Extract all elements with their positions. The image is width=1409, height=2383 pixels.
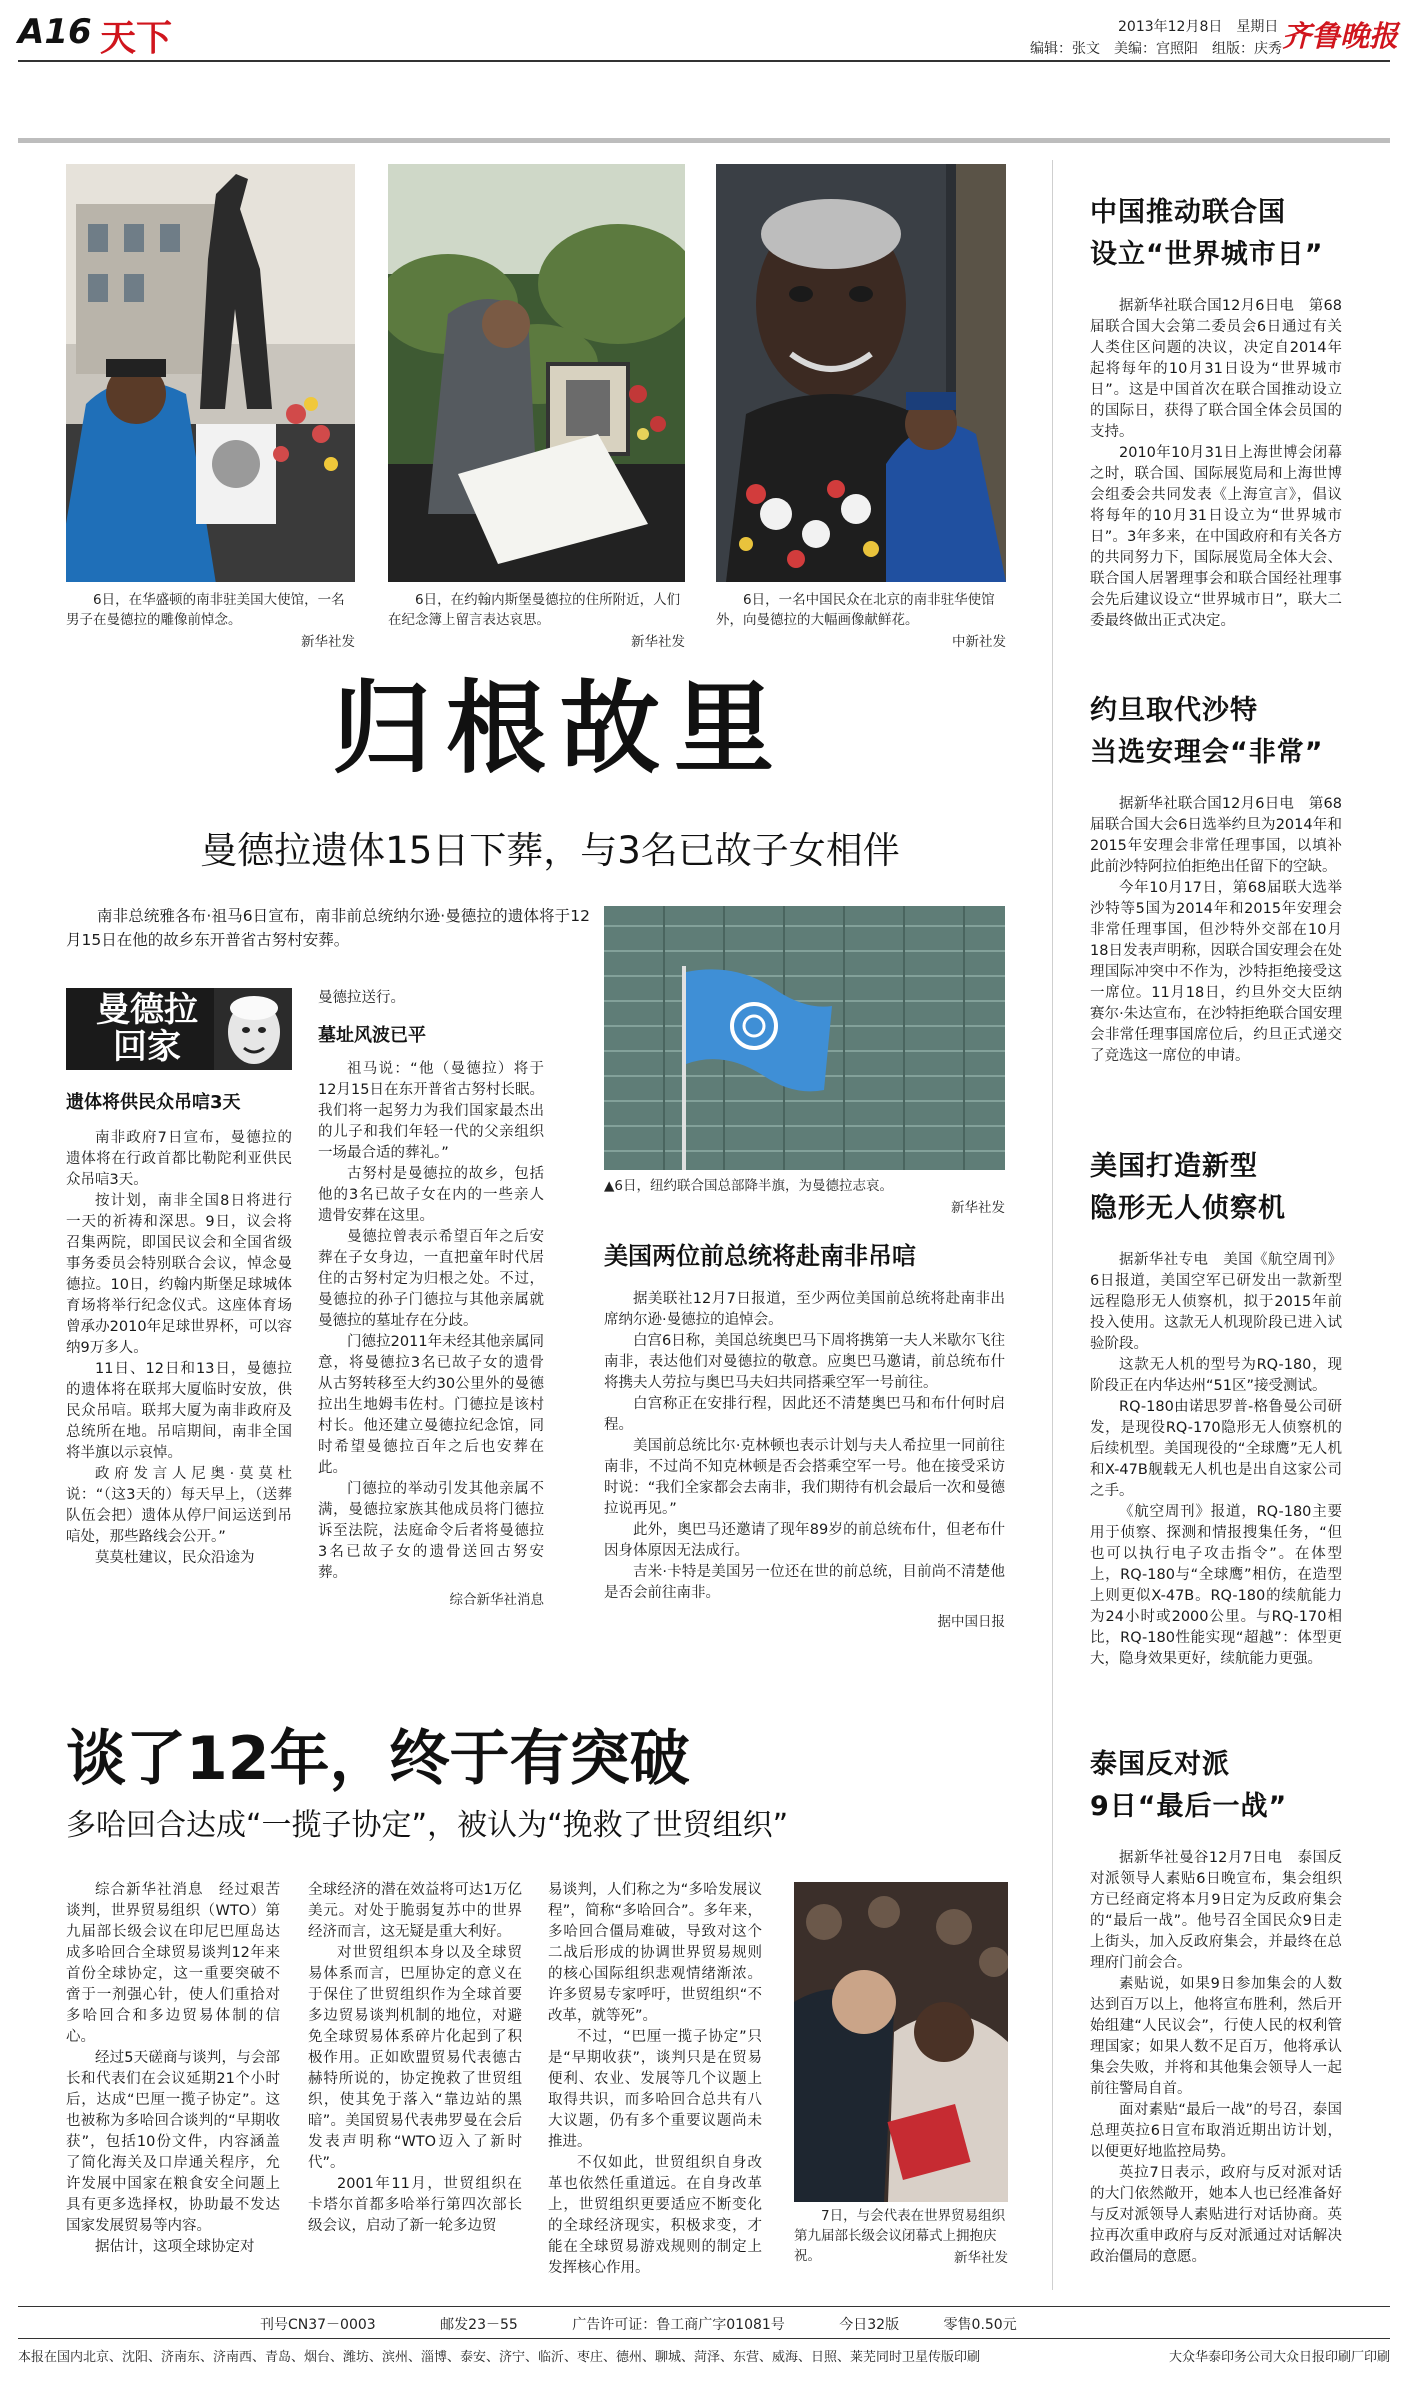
photo-wto-hug: [794, 1882, 1008, 2202]
photo-credit-2: 新华社发: [631, 634, 685, 650]
section-name: 天下: [100, 18, 173, 59]
side-2-title-line2: 当选安理会“非常”: [1090, 737, 1324, 768]
side-1-p2: 2010年10月31日上海世博会闭幕之时，联合国、国际展览局和上海世博会组委会共同发表《上海宣言》，倡议将每年的10月31日设立为“世界城市日”。3年多来，在中国政府和有关各方的共同努力下，国际展览局全体大会、联合国人居署理事会和联合国经社理事会先后建议设立“世界城市日”，联大二委最终做出正式决定。: [1090, 445, 1342, 629]
un-photo-caption: ▲6日，纽约联合国总部降半旗，为曼德拉志哀。: [604, 1178, 893, 1194]
lead-intro-text: 南非总统雅各布·祖马6日宣布，南非前总统纳尔逊·曼德拉的遗体将于12月15日在他的故乡东开普省古努村安葬。: [66, 907, 590, 949]
photo-un-flag: [604, 906, 1005, 1170]
us-presidents-p1: 据美联社12月7日报道，至少两位美国前总统将赴南非出席纳尔逊·曼德拉的追悼会。: [604, 1291, 1005, 1328]
footer-license: 广告许可证：鲁工商广字01081号: [572, 2317, 785, 2333]
footer-rule: [18, 2306, 1390, 2307]
wto-col1-p3: 据估计，这项全球协定对: [95, 2239, 255, 2255]
lead-col1-p4: 政府发言人尼奥·莫莫杜说：“（这3天的）每天早上，（送葬队伍会把）遗体从停尸间运送到吊唁处，那些路线会公开。”: [66, 1466, 292, 1545]
lead-col1-p1: 南非政府7日宣布，曼德拉的遗体将在行政首都比勒陀利亚供民众吊唁3天。: [66, 1130, 292, 1188]
lead-col2-credit: 综合新华社消息: [449, 1592, 544, 1608]
page-number: A16: [18, 12, 92, 52]
lead-column-1: [66, 1088, 292, 1569]
side-3-title-line2: 隐形无人侦察机: [1090, 1193, 1286, 1224]
side-3-p3: RQ-180由诺思罗普-格鲁曼公司研发，是现役RQ-170隐形无人侦察机的后续机型。美国现役的“全球鹰”无人机和X-47B舰载无人机也是出自这家公司之手。: [1090, 1399, 1342, 1499]
wto-col3-p3: 不仅如此，世贸组织自身改革也依然任重道远。在自身改革上，世贸组织更要适应不断变化的全球经济现实，积极求变，才能在全球贸易游戏规则的制定上发挥核心作用。: [548, 2155, 762, 2276]
lead-column-2: [318, 988, 544, 1608]
page-header: [0, 0, 1409, 70]
wto-col1-p2: 经过5天磋商与谈判，与会部长和代表们在会议延期21个小时后，达成“巴厘一揽子协定”。这也被称为多哈回合谈判的“早期收获”，包括10份文件，内容涵盖了简化海关及口岸通关程序，允许发展中国家在粮食安全问题上具有更多选择权，协助最不发达国家发展贸易等内容。: [66, 2050, 280, 2234]
photo-caption-1: 6日，在华盛顿的南非驻美国大使馆，一名男子在曼德拉的雕像前悼念。: [66, 592, 345, 628]
wto-col2-p1: 全球经济的潜在效益将可达1万亿美元。对处于脆弱复苏中的世界经济而言，这无疑是重大利好。: [308, 1882, 522, 1940]
wto-column-2: [308, 1880, 522, 2237]
footer-price: 零售0.50元: [943, 2317, 1017, 2333]
side-4-p2: 素贴说，如果9日参加集会的人数达到百万以上，他将宣布胜利，然后开始组建“人民议会”，行使人民的权利管理国家；如果人数不足百万，他将承认集会失败，并将和其他集会领导人一起前往警局自首。: [1090, 1976, 1342, 2097]
wto-headline: 谈了12年，终于有突破: [66, 1724, 690, 1794]
sidebar-divider: [1052, 160, 1053, 2290]
footer-line-1: [260, 2314, 1120, 2334]
footer-code: 刊号CN37－0003: [260, 2317, 376, 2333]
photo-beijing-portrait-flowers: [716, 164, 1006, 582]
lead-col2-p2: 古努村是曼德拉的故乡，包括他的3名已故子女在内的一些亲人遗骨安葬在这里。: [318, 1166, 544, 1224]
us-presidents-title: 美国两位前总统将赴南非吊唁: [604, 1242, 916, 1270]
side-4-p3: 面对素贴“最后一战”的号召，泰国总理英拉6日宣布取消近期出访计划，以便更好地监控局势。: [1090, 2102, 1342, 2160]
photo-washington-statue: [66, 164, 355, 582]
photo-caption-2: 6日，在约翰内斯堡曼德拉的住所附近，人们在纪念簿上留言表达哀思。: [388, 592, 681, 628]
side-4-p4: 英拉7日表示，政府与反对派对话的大门依然敞开，她本人也已经准备好与反对派领导人素贴进行对话协商。英拉再次重申政府与反对派通过对话解决政治僵局的意愿。: [1090, 2165, 1342, 2265]
banner-text: 曼德拉回家: [96, 990, 198, 1067]
us-presidents-article: [604, 1236, 1005, 1630]
masthead-logo: 齐鲁晚报: [1282, 19, 1399, 53]
lead-col2-p5: 门德拉的举动引发其他亲属不满，曼德拉家族其他成员将门德拉诉至法院，法庭命令后者将曼德拉3名已故子女的遗骨送回古努安葬。: [318, 1481, 544, 1581]
footer-pages: 今日32版: [839, 2317, 900, 2333]
wto-subheadline: 多哈回合达成“一揽子协定”，被认为“挽救了世贸组织”: [66, 1808, 789, 1843]
photo-credit-1: 新华社发: [301, 634, 355, 650]
lead-col2-heading: 墓址风波已平: [318, 1025, 426, 1046]
lead-subheadline: 曼德拉遗体15日下葬，与3名已故子女相伴: [200, 829, 900, 872]
un-photo-credit: 新华社发: [951, 1200, 1005, 1216]
side-article-rq180: [1090, 1146, 1342, 1670]
us-presidents-p4: 美国前总统比尔·克林顿也表示计划与夫人希拉里一同前往南非，不过尚不知克林顿是否会搭乘空军一号。他在接受采访时说：“我们全家都会去南非，我们期待有机会最后一次和曼德拉说再见。”: [604, 1438, 1005, 1517]
wto-col2-p2: 对世贸组织本身以及全球贸易体系而言，巴厘协定的意义在于保住了世贸组织作为全球首要多边贸易谈判机制的地位，对避免全球贸易体系碎片化起到了积极作用。正如欧盟贸易代表德古赫特所说的，协定挽救了世贸组织，使其免于落入“靠边站的黑暗”。美国贸易代表弗罗曼在会后发表声明称“WTO迈入了新时代”。: [308, 1945, 522, 2171]
lead-col1-p2: 按计划，南非全国8日将进行一天的祈祷和深思。9日，议会将召集两院，即国民议会和全国省级事务委员会特别联合会议，悼念曼德拉。10日，约翰内斯堡足球城体育场将举行纪念仪式。这座体育场曾承办2010年足球世界杯，可以容纳9万多人。: [66, 1193, 292, 1356]
side-3-p4: 《航空周刊》报道，RQ-180主要用于侦察、探测和情报搜集任务，“但也可以执行电子攻击指令”。在体型上，RQ-180与“全球鹰”相仿，在造型上则更似X-47B。RQ-180的续航能力为24小时或2000公里。与RQ-170相比，RQ-180性能实现“超越”：体型更大，隐身效果更好，续航能力更强。: [1090, 1504, 1342, 1667]
side-3-p1: 据新华社专电 美国《航空周刊》6日报道，美国空军已研发出一款新型远程隐形无人侦察机，拟于2015年前投入使用。这款无人机现阶段已进入试验阶段。: [1090, 1252, 1342, 1352]
wto-col3-p2: 不过，“巴厘一揽子协定”只是“早期收获”，谈判只是在贸易便利、农业、发展等几个议题上取得共识，而多哈回合总共有八大议题，仍有多个重要议题尚未推进。: [548, 2029, 762, 2150]
side-2-p1: 据新华社联合国12月6日电 第68届联合国大会6日选举约旦为2014年和2015年安理会非常任理事国，以填补此前沙特阿拉伯拒绝出任留下的空缺。: [1090, 796, 1342, 875]
side-3-title-line1: 美国打造新型: [1090, 1151, 1258, 1182]
wto-col1-p1: 综合新华社消息 经过艰苦谈判，世界贸易组织（WTO）第九届部长级会议在印尼巴厘岛达成多哈回合全球贸易谈判12年来首份全球协定，这一重要突破不啻于一剂强心针，使人们重拾对多哈回合和多边贸易体制的信心。: [66, 1882, 280, 2045]
us-presidents-p2: 白宫6日称，美国总统奥巴马下周将携第一夫人米歇尔飞往南非，表达他们对曼德拉的敬意。应奥巴马邀请，前总统布什将携夫人劳拉与奥巴马夫妇共同搭乘空军一号前往。: [604, 1333, 1005, 1391]
wto-col2-p3: 2001年11月，世贸组织在卡塔尔首都多哈举行第四次部长级会议，启动了新一轮多边贸: [308, 2176, 522, 2234]
header-rule: [18, 60, 1390, 62]
side-1-title-line1: 中国推动联合国: [1090, 197, 1286, 228]
wto-column-3: [548, 1880, 762, 2279]
us-presidents-credit: 据中国日报: [937, 1614, 1005, 1630]
lead-col1-p5: 莫莫杜建议，民众沿途为: [95, 1550, 255, 1566]
wto-photo-credit: 新华社发: [954, 2250, 1008, 2266]
side-2-title-line1: 约旦取代沙特: [1090, 695, 1258, 726]
lead-intro: [66, 904, 590, 952]
side-4-title-line1: 泰国反对派: [1090, 1749, 1230, 1780]
side-4-title-line2: 9日“最后一战”: [1090, 1791, 1288, 1822]
side-1-title-line2: 设立“世界城市日”: [1090, 239, 1324, 270]
us-presidents-p3: 白宫称正在安排行程，因此还不清楚奥巴马和布什何时启程。: [604, 1396, 1005, 1433]
side-article-thailand: [1090, 1744, 1342, 2268]
side-1-p1: 据新华社联合国12月6日电 第68届联合国大会第二委员会6日通过有关人类住区问题的决议，决定自2014年起将每年的10月31日设为“世界城市日”。这是中国首次在联合国推动设立的国际日，获得了联合国全体会员国的支持。: [1090, 298, 1342, 440]
us-presidents-p6: 吉米·卡特是美国另一位还在世的前总统，目前尚不清楚他是否会前往南非。: [604, 1564, 1005, 1601]
wto-col3-p1: 易谈判，人们称之为“多哈发展议程”，简称“多哈回合”。多年来，多哈回合僵局难破，导致对这个二战后形成的协调世界贸易规则的核心国际组织悲观情绪渐浓。许多贸易专家呼吁，世贸组织“不改革，就等死”。: [548, 1882, 762, 2024]
photo-credit-3: 中新社发: [952, 634, 1006, 650]
issue-date: 2013年12月8日 星期日: [1118, 19, 1279, 35]
side-4-p1: 据新华社曼谷12月7日电 泰国反对派领导人素贴6日晚宣布，集会组织方已经商定将本月9日定为反政府集会的“最后一战”。他号召全国民众9日走上街头，加入反政府集会，并最终在总理府门前会合。: [1090, 1850, 1342, 1971]
lead-col2-p4: 门德拉2011年未经其他亲属同意，将曼德拉3名已故子女的遗骨从古努转移至大约30公里外的曼德拉出生地姆韦佐村。门德拉是该村村长。他还建立曼德拉纪念馆，同时希望曼德拉百年之后也安葬在此。: [318, 1334, 544, 1476]
lead-col2-p1: 祖马说：“他（曼德拉）将于12月15日在东开普省古努村长眠。我们将一起努力为我们国家最杰出的儿子和我们年轻一代的父亲组织一场最合适的葬礼。”: [318, 1061, 544, 1161]
wto-column-1: [66, 1880, 280, 2258]
lead-col2-p3: 曼德拉曾表示希望百年之后安葬在子女身边，一直把童年时代居住的古努村定为归根之处。不过，曼德拉的孙子门德拉与其他亲属就曼德拉的墓址存在分歧。: [318, 1229, 544, 1329]
footer-rule-2: [18, 2338, 1390, 2339]
footer-printing-cities: 本报在国内北京、沈阳、济南东、济南西、青岛、烟台、潍坊、滨州、淄博、泰安、济宁、临沂、枣庄、德州、聊城、菏泽、东营、威海、日照、莱芜同时卫星传版印刷: [18, 2350, 981, 2365]
footer-printer: 大众华泰印务公司大众日报印刷厂印刷: [1168, 2350, 1390, 2365]
side-article-jordan: [1090, 690, 1342, 1067]
side-2-p2: 今年10月17日，第68届联大选举沙特等5国为2014年和2015年安理会非常任理事国，但沙特外交部在10月18日发表声明称，因联合国安理会在处理国际冲突中不作为，沙特拒绝接受这一席位。11月18日，约旦外交大臣纳赛尔·朱达宣布，在沙特拒绝联合国安理会非常任理事国席位后，约旦正式递交了竞选这一席位的申请。: [1090, 880, 1342, 1064]
editor-credits: 编辑：张文 美编：宫照阳 组版：庆秀: [1030, 41, 1282, 57]
lead-headline: 归根故里: [332, 669, 788, 787]
mandela-banner: [66, 988, 292, 1070]
photo-johannesburg-condolence-book: [388, 164, 685, 582]
lead-col1-heading: 遗体将供民众吊唁3天: [66, 1092, 241, 1113]
top-band-rule: [18, 138, 1390, 143]
us-presidents-p5: 此外，奥巴马还邀请了现年89岁的前总统布什，但老布什因身体原因无法成行。: [604, 1522, 1005, 1559]
lead-col2-start: 曼德拉送行。: [318, 990, 405, 1006]
photo-caption-3: 6日，一名中国民众在北京的南非驻华使馆外，向曼德拉的大幅画像献鲜花。: [716, 592, 995, 628]
mandela-portrait-icon: [214, 988, 292, 1070]
side-article-world-cities-day: [1090, 192, 1342, 632]
side-3-p2: 这款无人机的型号为RQ-180，现阶段正在内华达州“51区”接受测试。: [1090, 1357, 1342, 1394]
lead-col1-p3: 11日、12日和13日，曼德拉的遗体将在联邦大厦临时安放，供民众吊唁。联邦大厦为南非政府及总统所在地。吊唁期间，南非全国将半旗以示哀悼。: [66, 1361, 292, 1461]
footer-post: 邮发23－55: [440, 2317, 518, 2333]
wto-photo-caption: 7日，与会代表在世界贸易组织第九届部长级会议闭幕式上拥抱庆祝。: [794, 2208, 1006, 2264]
